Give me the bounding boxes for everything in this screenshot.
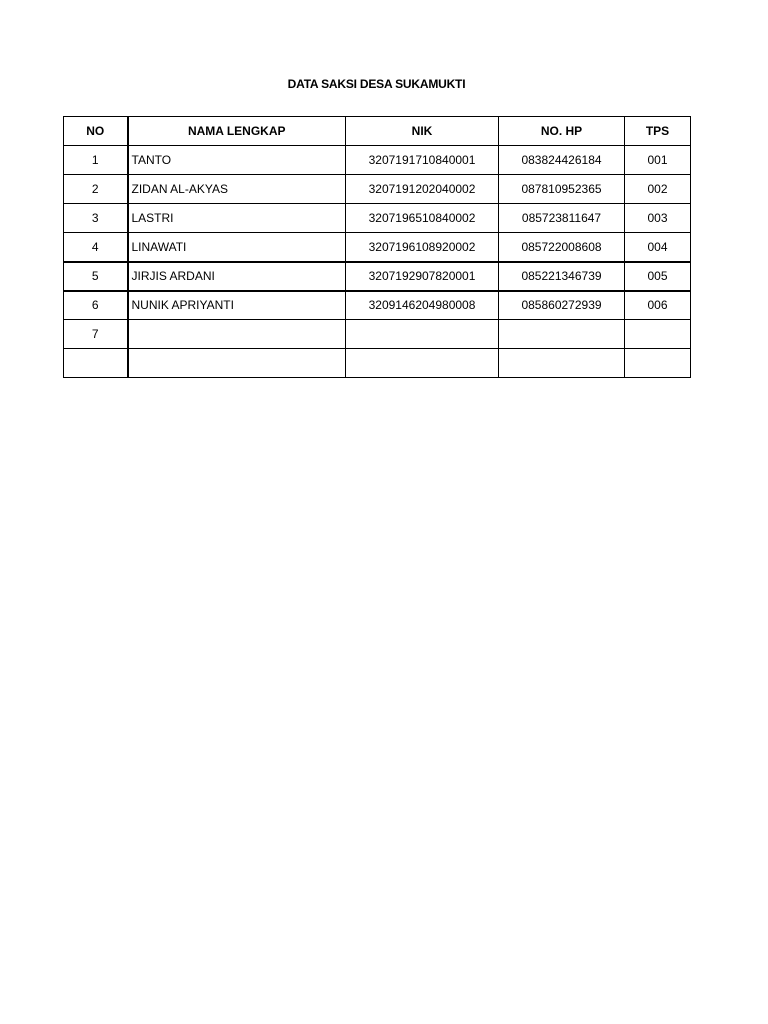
table-row	[64, 291, 691, 320]
cell-no: 4	[64, 233, 128, 262]
cell-phone: 085860272939	[499, 291, 625, 320]
cell-no: 5	[64, 262, 128, 291]
witness-table	[63, 116, 691, 378]
cell-nik	[346, 349, 499, 378]
cell-no: 6	[64, 291, 128, 320]
cell-nik: 3207192907820001	[346, 262, 499, 291]
document-title: DATA SAKSI DESA SUKAMUKTI	[287, 77, 466, 91]
cell-tps: 005	[625, 262, 691, 291]
cell-no: 2	[64, 175, 128, 204]
cell-no: 1	[64, 146, 128, 175]
cell-no: 3	[64, 204, 128, 233]
header-phone: NO. HP	[499, 117, 625, 146]
cell-name: LINAWATI	[128, 233, 346, 262]
cell-nik	[346, 320, 499, 349]
cell-nik: 3207196510840002	[346, 204, 499, 233]
cell-phone: 085722008608	[499, 233, 625, 262]
header-no: NO	[64, 117, 128, 146]
cell-nik: 3207191710840001	[346, 146, 499, 175]
cell-phone: 085723811647	[499, 204, 625, 233]
cell-nik: 3207196108920002	[346, 233, 499, 262]
cell-phone	[499, 349, 625, 378]
cell-tps: 004	[625, 233, 691, 262]
cell-name	[128, 320, 346, 349]
cell-nik: 3209146204980008	[346, 291, 499, 320]
header-nik: NIK	[346, 117, 499, 146]
table-row	[64, 204, 691, 233]
cell-tps: 003	[625, 204, 691, 233]
cell-tps: 006	[625, 291, 691, 320]
cell-phone	[499, 320, 625, 349]
header-name: NAMA LENGKAP	[128, 117, 346, 146]
cell-phone: 085221346739	[499, 262, 625, 291]
cell-tps	[625, 349, 691, 378]
table-row	[64, 175, 691, 204]
cell-name	[128, 349, 346, 378]
cell-nik: 3207191202040002	[346, 175, 499, 204]
cell-name: NUNIK APRIYANTI	[128, 291, 346, 320]
cell-no	[64, 349, 128, 378]
cell-phone: 083824426184	[499, 146, 625, 175]
cell-name: JIRJIS ARDANI	[128, 262, 346, 291]
cell-no: 7	[64, 320, 128, 349]
cell-tps: 001	[625, 146, 691, 175]
table-header-row	[64, 117, 691, 146]
table-row	[64, 349, 691, 378]
cell-name: ZIDAN AL-AKYAS	[128, 175, 346, 204]
header-tps: TPS	[625, 117, 691, 146]
table-row	[64, 262, 691, 291]
table-row	[64, 233, 691, 262]
table-row	[64, 320, 691, 349]
cell-name: LASTRI	[128, 204, 346, 233]
cell-tps	[625, 320, 691, 349]
cell-name: TANTO	[128, 146, 346, 175]
cell-phone: 087810952365	[499, 175, 625, 204]
cell-tps: 002	[625, 175, 691, 204]
table-row	[64, 146, 691, 175]
